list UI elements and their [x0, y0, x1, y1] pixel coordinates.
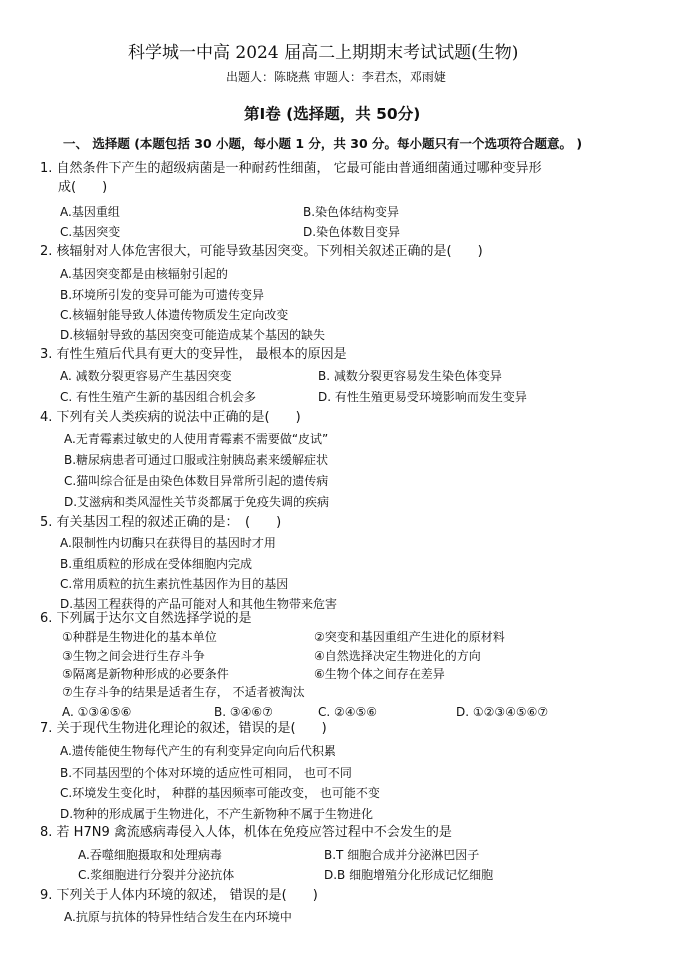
question-stem: 2. 核辐射对人体危害很大，可能导致基因突变。下列相关叙述正确的是( ) [40, 244, 483, 259]
option-text: A.抗原与抗体的特异性结合发生在内环境中 [64, 910, 292, 924]
option-text: C.基因突变 [60, 225, 121, 239]
option-text: A. 减数分裂更容易产生基因突变 [60, 369, 232, 383]
option-text: D.物种的形成属于生物进化，不产生新物种不属于生物进化 [60, 807, 374, 821]
option-text: B.重组质粒的形成在受体细胞内完成 [60, 557, 253, 571]
option-text: A.基因突变都是由核辐射引起的 [60, 267, 228, 281]
exam-authors: 出题人：陈晓燕 审题人：李君杰，邓雨婕 [226, 70, 446, 84]
option-text: A.限制性内切酶只在获得目的基因时才用 [60, 536, 276, 550]
question-stem: 6. 下列属于达尔文自然选择学说的是 [40, 611, 252, 626]
option-text: B.糖尿病患者可通过口服或注射胰岛素来缓解症状 [64, 453, 329, 467]
option-text: A.基因重组 [60, 205, 120, 219]
statement-item: ①种群是生物进化的基本单位 [62, 630, 217, 644]
question-stem: 3. 有性生殖后代具有更大的变异性， 最根本的原因是 [40, 347, 347, 362]
option-text: B. 减数分裂更容易发生染色体变异 [318, 369, 502, 383]
statement-item: ②突变和基因重组产生进化的原材料 [314, 630, 505, 644]
option-text: C. 有性生殖产生新的基因组合机会多 [60, 390, 257, 404]
option-text: B.环境所引发的变异可能为可遗传变异 [60, 288, 265, 302]
option-text: D.染色体数目变异 [303, 225, 401, 239]
option-text: D.B 细胞增殖分化形成记忆细胞 [324, 868, 494, 882]
option-text: A. ①③④⑤⑥ [62, 705, 132, 719]
statement-item: ⑦生存斗争的结果是适者生存， 不适者被淘汰 [62, 685, 305, 699]
option-text: C.环境发生变化时， 种群的基因频率可能改变， 也可能不变 [60, 786, 380, 800]
option-text: D.艾滋病和类风湿性关节炎都属于免疫失调的疾病 [64, 495, 330, 509]
question-stem: 成( ) [58, 180, 108, 195]
question-stem: 9. 下列关于人体内环境的叙述， 错误的是( ) [40, 888, 318, 903]
statement-item: ③生物之间会进行生存斗争 [62, 649, 205, 663]
option-text: C.常用质粒的抗生素抗性基因作为目的基因 [60, 577, 289, 591]
option-text: D. ①②③④⑤⑥⑦ [456, 705, 549, 719]
option-text: B.T 细胞合成并分泌淋巴因子 [324, 848, 480, 862]
option-text: C.猫叫综合征是由染色体数目异常所引起的遗传病 [64, 474, 329, 488]
option-text: D.核辐射导致的基因突变可能造成某个基因的缺失 [60, 328, 326, 342]
option-text: C.浆细胞进行分裂并分泌抗体 [78, 868, 235, 882]
question-stem: 7. 关于现代生物进化理论的叙述，错误的是( ) [40, 721, 327, 736]
part-title: 第Ⅰ卷 (选择题，共 50分) [244, 105, 421, 123]
option-text: B.染色体结构变异 [303, 205, 400, 219]
option-text: B.不同基因型的个体对环境的适应性可相同， 也可不同 [60, 766, 352, 780]
statement-item: ⑥生物个体之间存在差异 [314, 667, 445, 681]
option-text: A.遗传能使生物每代产生的有利变异定向向后代积累 [60, 744, 336, 758]
question-stem: 8. 若 H7N9 禽流感病毒侵入人体，机体在免疫应答过程中不会发生的是 [40, 825, 452, 840]
option-text: A.无青霉素过敏史的人使用青霉素不需要做“皮试” [64, 432, 329, 446]
statement-item: ⑤隔离是新物种形成的必要条件 [62, 667, 229, 681]
question-stem: 5. 有关基因工程的叙述正确的是： ( ) [40, 515, 282, 530]
option-text: C. ②④⑤⑥ [318, 705, 378, 719]
section-instructions: 一、 选择题 (本题包括 30 小题，每小题 1 分，共 30 分。每小题只有一个选项符合题意。 ) [63, 136, 583, 151]
option-text: D. 有性生殖更易受环境影响而发生变异 [318, 390, 527, 404]
option-text: B. ③④⑥⑦ [214, 705, 273, 719]
exam-title: 科学城一中高 2024 届高二上期期末考试试题(生物) [128, 43, 519, 63]
option-text: C.核辐射能导致人体遗传物质发生定向改变 [60, 308, 289, 322]
option-text: D.基因工程获得的产品可能对人和其他生物带来危害 [60, 597, 338, 611]
question-stem: 4. 下列有关人类疾病的说法中正确的是( ) [40, 410, 301, 425]
statement-item: ④自然选择决定生物进化的方向 [314, 649, 481, 663]
option-text: A.吞噬细胞摄取和处理病毒 [78, 848, 222, 862]
question-stem: 1. 自然条件下产生的超级病菌是一种耐药性细菌， 它最可能由普通细菌通过哪种变异形 [40, 161, 542, 176]
